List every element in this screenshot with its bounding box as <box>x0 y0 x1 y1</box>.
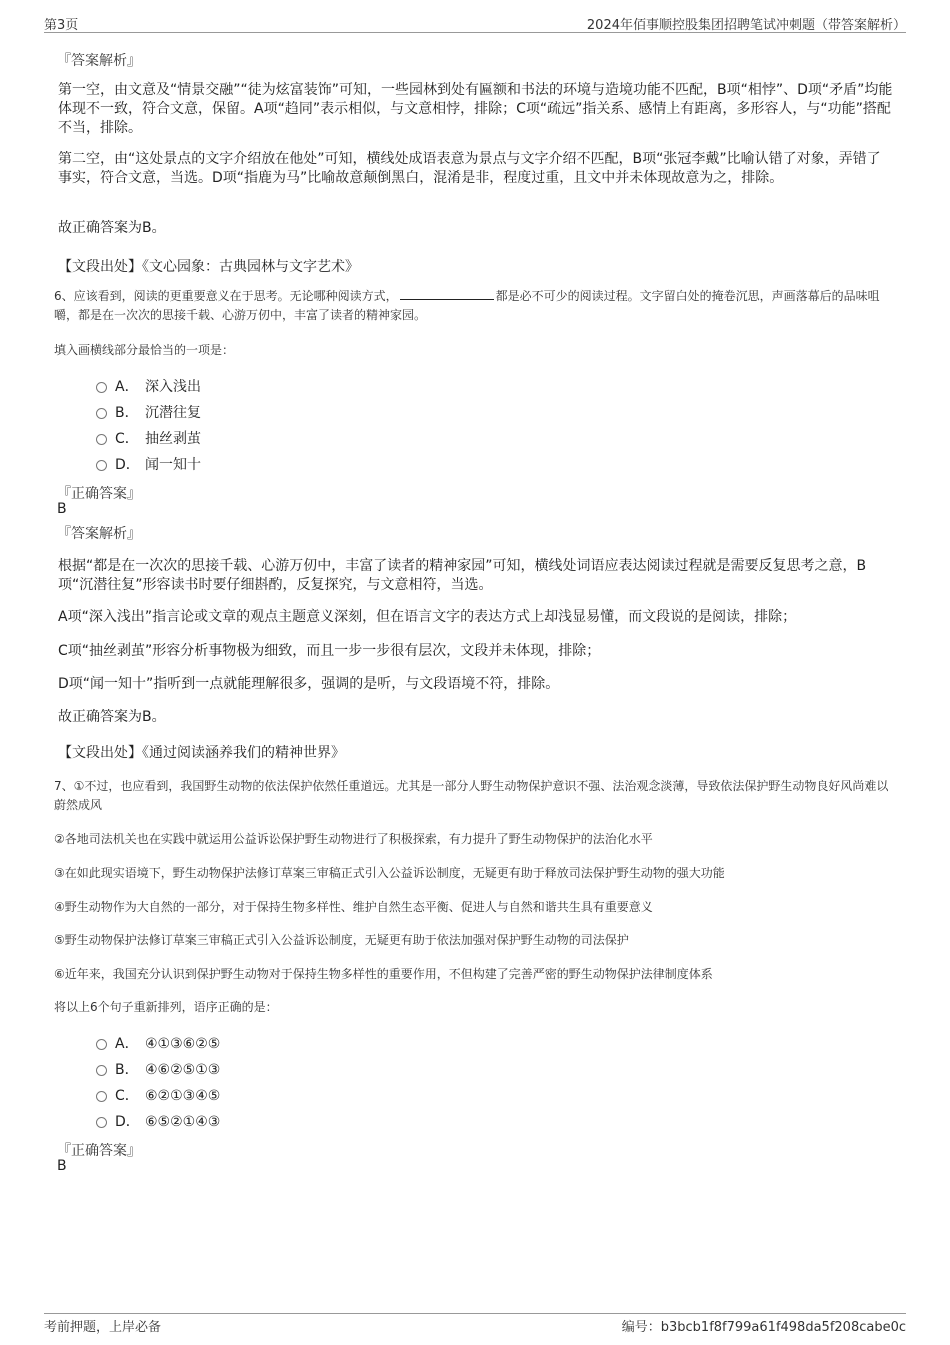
radio-icon[interactable] <box>96 1091 107 1102</box>
q7-option-c[interactable]: C． ⑥②①③④⑤ <box>96 1085 220 1105</box>
q5-analysis-p2: 第二空，由“这处景点的文字介绍放在他处”可知，横线处成语表意为景点与文字介绍不匹配，B项“张冠李戴”比喻认错了对象，弄错了事实，符合文意，当选。D项“指鹿为马”比喻故意颠倒黑白，混淆是非，程度过重，且文中并未体现故意为之，排除。 <box>58 151 881 186</box>
q7-sentence-5: ⑤野生动物保护法修订草案三审稿正式引入公益诉讼制度，无疑更有助于依法加强对保护野生动物的司法保护 <box>54 933 629 947</box>
q5-analysis-p1: 第一空，由文意及“情景交融”“徒为炫富装饰”可知，一些园林到处有匾额和书法的环境与造境功能不匹配，B项“相悖”、D项“矛盾”均能体现不一致，符合文意，保留。A项“趋同”表示相似，与文意相悖，排除；C项“疏远”指关系、感情上有距离，多形容人，与“功能”搭配不当，排除。 <box>58 82 893 136</box>
q6-stem-after: 都是必不可少的阅读过程。文字留白处的掩卷沉思，声画落幕后的品味咀嚼，都是在一次次的思接千载、心游万仞中，丰富了读者的精神家园。 <box>54 289 880 322</box>
q7-correct-label: 『正确答案』 <box>57 1143 141 1159</box>
q6-analysis-p4: D项“闻一知十”指听到一点就能理解很多，强调的是听，与文段语境不符，排除。 <box>58 676 560 692</box>
q7-prompt: 将以上6个句子重新排列，语序正确的是： <box>54 1000 278 1014</box>
q6-correct-label: 『正确答案』 <box>57 486 141 502</box>
q5-source: 【文段出处】《文心园象：古典园林与文字艺术》 <box>58 259 359 275</box>
q7-option-b[interactable]: B． ④⑥②⑤①③ <box>96 1059 220 1079</box>
q7-sentence-1: 7、①不过，也应看到，我国野生动物的依法保护依然任重道远。尤其是一部分人野生动物保护意识不强、法治观念淡薄，导致依法保护野生动物良好风尚难以蔚然成风 <box>54 779 889 812</box>
q6-conclusion: 故正确答案为B。 <box>58 709 166 725</box>
q6-option-b[interactable]: B． 沉潜往复 <box>96 402 201 422</box>
q7-sentence-4: ④野生动物作为大自然的一部分，对于保持生物多样性、维护自然生态平衡、促进人与自然和谐共生具有重要意义 <box>54 900 653 914</box>
q7-sentence-2: ②各地司法机关也在实践中就运用公益诉讼保护野生动物进行了积极探索，有力提升了野生动物保护的法治化水平 <box>54 832 653 846</box>
q6-analysis-label: 『答案解析』 <box>57 526 141 542</box>
q7-sentence-3: ③在如此现实语境下，野生动物保护法修订草案三审稿正式引入公益诉讼制度，无疑更有助于释放司法保护野生动物的强大功能 <box>54 866 725 880</box>
q6-stem-before: 6、应该看到，阅读的更重要意义在于思考。无论哪种阅读方式， <box>54 289 398 303</box>
q6-stem <box>54 287 899 325</box>
q6-analysis-p2: A项“深入浅出”指言论或文章的观点主题意义深刻，但在语言文字的表达方式上却浅显易懂，而文段说的是阅读，排除； <box>58 609 797 625</box>
footer-slogan: 考前押题，上岸必备 <box>44 1320 162 1335</box>
radio-icon[interactable] <box>96 408 107 419</box>
footer-divider <box>44 1313 906 1314</box>
radio-icon[interactable] <box>96 434 107 445</box>
q6-option-c[interactable]: C． 抽丝剥茧 <box>96 428 201 448</box>
page-number: 第3页 <box>44 18 79 33</box>
q7-option-d[interactable]: D． ⑥⑤②①④③ <box>96 1111 220 1131</box>
header-divider <box>44 32 906 33</box>
q7-sentence-6: ⑥近年来，我国充分认识到保护野生动物对于保持生物多样性的重要作用，不但构建了完善严密的野生动物保护法律制度体系 <box>54 967 713 981</box>
radio-icon[interactable] <box>96 1117 107 1128</box>
document-id: 编号：b3bcb1f8f799a61f498da5f208cabe0c <box>621 1320 906 1335</box>
document-title: 2024年佰事顺控股集团招聘笔试冲刺题（带答案解析） <box>586 18 906 33</box>
q6-source: 【文段出处】《通过阅读涵养我们的精神世界》 <box>58 745 345 761</box>
q7-correct-answer: B <box>57 1158 67 1174</box>
q6-analysis-p1: 根据“都是在一次次的思接千载、心游万仞中，丰富了读者的精神家园”可知，横线处词语应表达阅读过程就是需要反复思考之意，B项“沉潜往复”形容读书时要仔细斟酌，反复探究，与文意相符，当选。 <box>58 558 867 593</box>
q5-analysis-label: 『答案解析』 <box>57 53 141 69</box>
q6-analysis-p3: C项“抽丝剥茧”形容分析事物极为细致，而且一步一步很有层次，文段并未体现，排除； <box>58 643 601 659</box>
radio-icon[interactable] <box>96 460 107 471</box>
q5-conclusion: 故正确答案为B。 <box>58 220 166 236</box>
q6-correct-answer: B <box>57 501 67 517</box>
radio-icon[interactable] <box>96 1065 107 1076</box>
q6-option-d[interactable]: D． 闻一知十 <box>96 454 201 474</box>
q6-answer-blank <box>400 287 494 300</box>
radio-icon[interactable] <box>96 1039 107 1050</box>
page-header <box>44 14 906 32</box>
q6-prompt: 填入画横线部分最恰当的一项是： <box>54 343 235 357</box>
radio-icon[interactable] <box>96 382 107 393</box>
q7-option-a[interactable]: A． ④①③⑥②⑤ <box>96 1033 220 1053</box>
q6-option-a[interactable]: A． 深入浅出 <box>96 376 201 396</box>
